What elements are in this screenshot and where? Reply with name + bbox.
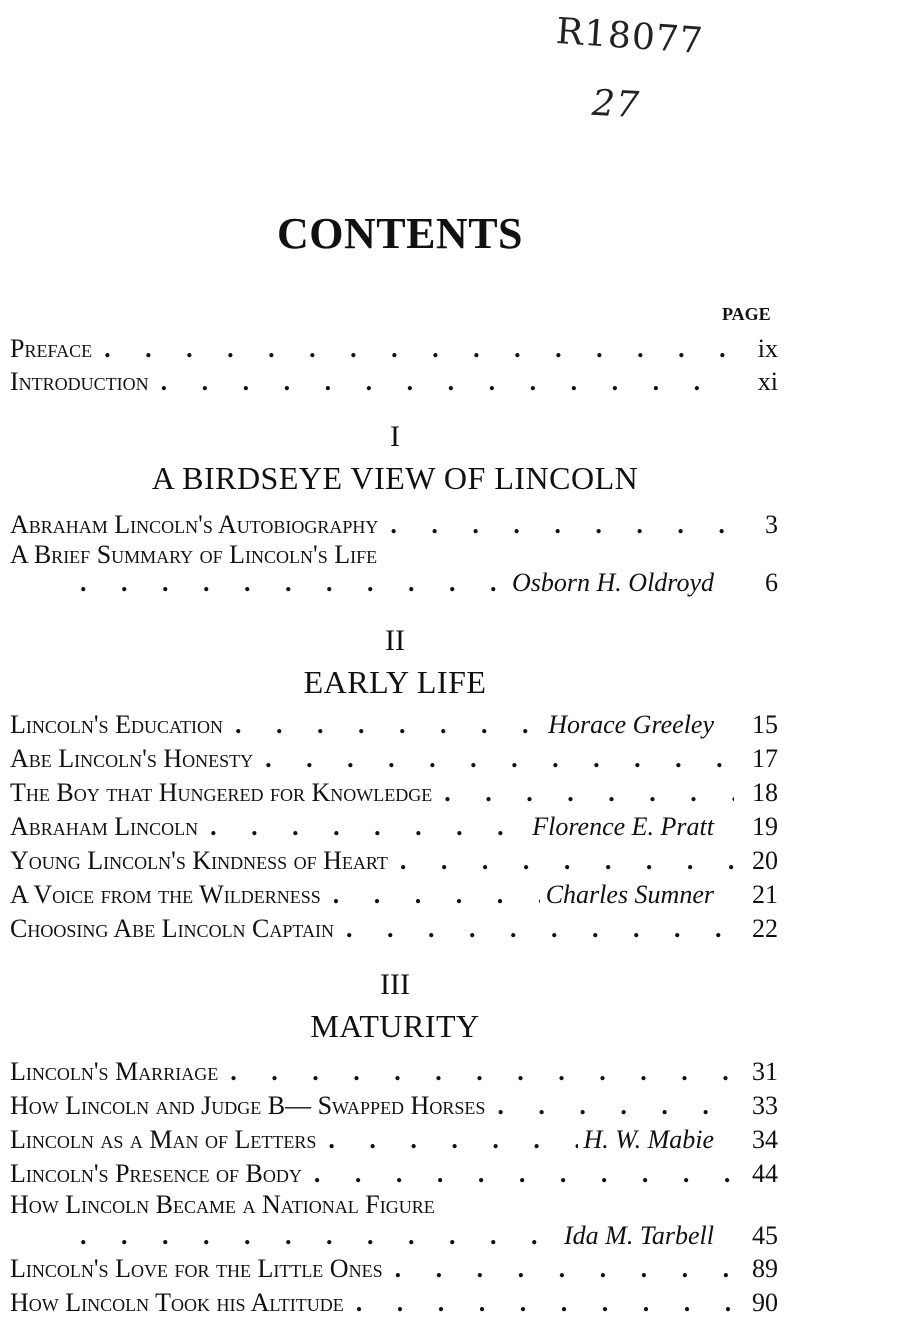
toc-entry-page: 89 bbox=[752, 1254, 778, 1283]
toc-entry-label: A Voice from the Wilderness bbox=[10, 880, 321, 909]
toc-entry-page: 21 bbox=[752, 880, 778, 909]
toc-entry-page: 33 bbox=[752, 1091, 778, 1120]
toc-entry-label: How Lincoln Took his Altitude bbox=[10, 1288, 344, 1317]
toc-entry-page: 15 bbox=[752, 710, 778, 739]
section-title: MATURITY bbox=[310, 1008, 480, 1044]
toc-entry-page: 44 bbox=[752, 1159, 778, 1188]
toc-entry[interactable] bbox=[10, 708, 778, 742]
toc-entry-label: The Boy that Hungered for Knowledge bbox=[10, 778, 433, 807]
toc-entry[interactable] bbox=[10, 1123, 778, 1157]
toc-entry[interactable] bbox=[10, 1089, 778, 1123]
toc-entry-label: Abraham Lincoln bbox=[10, 812, 199, 841]
toc-entry-page: ix bbox=[757, 334, 778, 363]
toc-entry-label[interactable]: A Brief Summary of Lincoln's Life bbox=[10, 540, 378, 569]
leader-dots bbox=[388, 844, 734, 878]
toc-entry-label: Abe Lincoln's Honesty bbox=[10, 744, 254, 773]
toc-entry-label: Choosing Abe Lincoln Captain bbox=[10, 914, 334, 943]
toc-entry-label: Lincoln's Marriage bbox=[10, 1057, 219, 1086]
leader-dots bbox=[198, 810, 526, 844]
section-title: EARLY LIFE bbox=[303, 664, 487, 700]
leader-dots bbox=[321, 878, 540, 912]
toc-entry[interactable] bbox=[10, 1286, 778, 1320]
toc-entry-label: Preface bbox=[10, 334, 93, 363]
toc-entry-label: How Lincoln and Judge B— Swapped Horses bbox=[10, 1091, 486, 1120]
section-number: I bbox=[390, 420, 400, 453]
leader-dots bbox=[344, 1286, 734, 1320]
leader-dots bbox=[92, 332, 734, 366]
toc-entry-author: Charles Sumner bbox=[545, 880, 714, 909]
toc-entry[interactable] bbox=[10, 810, 778, 844]
toc-entry-page: 19 bbox=[752, 812, 778, 841]
leader-dots bbox=[253, 742, 734, 776]
toc-entry-page: 31 bbox=[752, 1057, 778, 1086]
toc-entry-continued[interactable] bbox=[80, 566, 778, 600]
toc-entry-author: Florence E. Pratt bbox=[532, 812, 714, 841]
leader-dots bbox=[302, 1157, 734, 1191]
toc-entry-author: Osborn H. Oldroyd bbox=[512, 568, 714, 597]
leader-dots bbox=[80, 1219, 558, 1253]
toc-entry-label: Lincoln's Education bbox=[10, 710, 223, 739]
leader-dots bbox=[432, 776, 734, 810]
toc-entry-author: Horace Greeley bbox=[548, 710, 714, 739]
library-stamp-id: R18077 bbox=[554, 10, 705, 63]
toc-entry-label: Lincoln's Presence of Body bbox=[10, 1159, 302, 1188]
toc-entry-label: Lincoln as a Man of Letters bbox=[10, 1125, 317, 1154]
toc-entry-page: 20 bbox=[752, 846, 778, 875]
toc-entry-page: 90 bbox=[752, 1288, 778, 1317]
toc-entry-label: Young Lincoln's Kindness of Heart bbox=[10, 846, 388, 875]
section-title: A BIRDSEYE VIEW OF LINCOLN bbox=[151, 460, 639, 496]
toc-entry-page: 34 bbox=[752, 1125, 778, 1154]
toc-entry-preface[interactable] bbox=[10, 332, 778, 366]
toc-entry[interactable] bbox=[10, 1157, 778, 1191]
toc-entry-page: 45 bbox=[752, 1221, 778, 1250]
leader-dots bbox=[378, 508, 734, 542]
toc-entry[interactable] bbox=[10, 1055, 778, 1089]
toc-entry-page: 22 bbox=[752, 914, 778, 943]
leader-dots bbox=[223, 708, 542, 742]
toc-entry[interactable] bbox=[10, 912, 778, 946]
page-column-label: PAGE bbox=[722, 304, 771, 324]
leader-dots bbox=[218, 1055, 734, 1089]
toc-entry[interactable] bbox=[10, 776, 778, 810]
toc-entry[interactable] bbox=[10, 1252, 778, 1286]
toc-entry-page: xi bbox=[757, 367, 778, 396]
toc-entry-label[interactable]: How Lincoln Became a National Figure bbox=[10, 1190, 435, 1219]
toc-entry[interactable] bbox=[10, 844, 778, 878]
toc-entry-introduction[interactable] bbox=[10, 365, 778, 399]
toc-entry-label: Lincoln's Love for the Little Ones bbox=[10, 1254, 383, 1283]
toc-entry[interactable] bbox=[10, 742, 778, 776]
leader-dots bbox=[149, 365, 734, 399]
toc-entry[interactable] bbox=[10, 508, 778, 542]
leader-dots bbox=[316, 1123, 577, 1157]
leader-dots bbox=[485, 1089, 734, 1123]
toc-entry-author: Ida M. Tarbell bbox=[564, 1221, 714, 1250]
page-title: CONTENTS bbox=[276, 209, 524, 258]
section-number: III bbox=[380, 968, 410, 1001]
leader-dots bbox=[334, 912, 734, 946]
toc-entry-page: 6 bbox=[765, 568, 778, 597]
toc-entry-page: 3 bbox=[765, 510, 778, 539]
toc-entry-page: 18 bbox=[752, 778, 778, 807]
toc-entry-page: 17 bbox=[752, 744, 778, 773]
library-stamp-number: 27 bbox=[590, 82, 641, 127]
toc-entry-continued[interactable] bbox=[80, 1219, 778, 1253]
toc-entry-label: Introduction bbox=[10, 367, 149, 396]
section-number: II bbox=[385, 624, 405, 657]
toc-entry-author: H. W. Mabie bbox=[583, 1125, 714, 1154]
leader-dots bbox=[80, 566, 506, 600]
leader-dots bbox=[383, 1252, 734, 1286]
toc-entry[interactable] bbox=[10, 878, 778, 912]
toc-entry-label: Abraham Lincoln's Autobiography bbox=[10, 510, 379, 539]
